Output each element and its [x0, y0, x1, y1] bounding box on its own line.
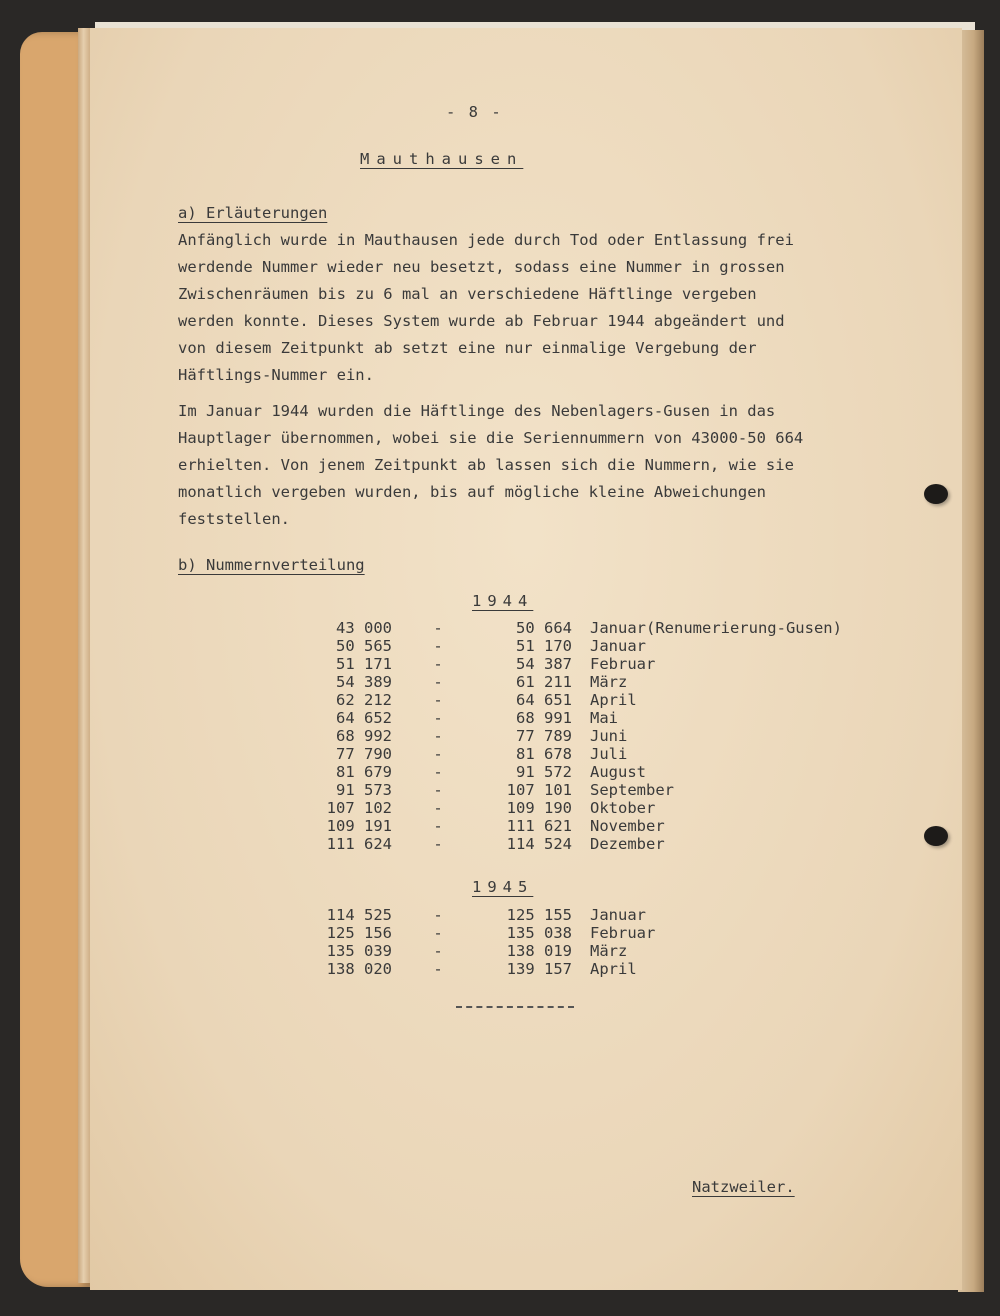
year-heading-1944: 1944 — [472, 592, 534, 610]
range-dash-cell: - — [433, 942, 443, 960]
range-dash-cell: - — [433, 655, 443, 673]
range-dash-cell: - — [433, 691, 443, 709]
page-number: - 8 - — [446, 103, 503, 121]
range-dash-cell: - — [433, 960, 443, 978]
document-page — [90, 28, 962, 1290]
range-end-cell: 91 572 — [516, 763, 572, 781]
table-row — [310, 745, 842, 763]
range-start-cell: 91 573 — [336, 781, 392, 799]
range-dash-cell: - — [433, 781, 443, 799]
range-start-cell: 77 790 — [336, 745, 392, 763]
number-table-body — [310, 906, 655, 978]
section-heading-number-distribution: b) Nummernverteilung — [178, 556, 365, 574]
range-dash-cell: - — [433, 799, 443, 817]
month-cell: Mai — [590, 709, 618, 727]
range-end-cell: 135 038 — [506, 924, 572, 942]
range-end-cell: 107 101 — [506, 781, 572, 799]
number-table-1945 — [310, 906, 655, 978]
table-row — [310, 799, 842, 817]
table-row — [310, 942, 655, 960]
range-start-cell: 54 389 — [336, 673, 392, 691]
range-start-cell: 81 679 — [336, 763, 392, 781]
range-dash-cell: - — [433, 835, 443, 853]
range-dash-cell: - — [433, 817, 443, 835]
page-title: Mauthausen — [360, 150, 524, 168]
range-start-cell: 138 020 — [326, 960, 392, 978]
range-start-cell: 135 039 — [326, 942, 392, 960]
range-start-cell: 50 565 — [336, 637, 392, 655]
month-cell: September — [590, 781, 674, 799]
range-end-cell: 114 524 — [506, 835, 572, 853]
month-cell: Juni — [590, 727, 628, 745]
dashed-divider — [456, 1006, 574, 1008]
paragraph-gusen-transfer: Im Januar 1944 wurden die Häftlinge des Nebenlagers-Gusen in das Hauptlager übernommen, wobei sie die Seriennummern von 43000-50 664 erhielten. Von jenem Zeitpunkt ab lassen sich die Nummern, wie sie monatlich vergeben wurden, bis auf mögliche kleine Abweichungen feststellen. — [178, 402, 804, 528]
table-row — [310, 781, 842, 799]
range-start-cell: 114 525 — [326, 906, 392, 924]
table-row — [310, 637, 842, 655]
paragraph-numbering-system: Anfänglich wurde in Mauthausen jede durch Tod oder Entlassung frei werdende Nummer wieder neu besetzt, sodass eine Nummer in grossen Zwischenräumen bis zu 6 mal an verschiedene Häftlinge vergeben werden konnte. Dieses System wurde ab Februar 1944 abgeändert und von diesem Zeitpunkt ab setzt eine nur einmalige Vergebung der Häftlings-Nummer ein. — [178, 231, 794, 384]
range-dash-cell: - — [433, 619, 443, 637]
range-start-cell: 51 171 — [336, 655, 392, 673]
range-dash-cell: - — [433, 673, 443, 691]
month-cell: April — [590, 960, 637, 978]
range-start-cell: 109 191 — [326, 817, 392, 835]
range-end-cell: 64 651 — [516, 691, 572, 709]
month-cell: Februar — [590, 655, 656, 673]
table-row — [310, 673, 842, 691]
table-row — [310, 763, 842, 781]
month-cell: November — [590, 817, 665, 835]
month-cell: Januar(Renumerierung-Gusen) — [590, 619, 842, 637]
number-table-1944 — [310, 619, 842, 853]
range-end-cell: 139 157 — [506, 960, 572, 978]
month-cell: Juli — [590, 745, 628, 763]
range-end-cell: 125 155 — [506, 906, 572, 924]
range-start-cell: 68 992 — [336, 727, 392, 745]
range-dash-cell: - — [433, 637, 443, 655]
table-row — [310, 906, 655, 924]
punch-hole-lower — [924, 826, 948, 846]
range-end-cell: 51 170 — [516, 637, 572, 655]
month-cell: Januar — [590, 906, 646, 924]
month-cell: März — [590, 673, 628, 691]
table-row — [310, 619, 842, 637]
range-start-cell: 125 156 — [326, 924, 392, 942]
year-heading-1945: 1945 — [472, 878, 534, 896]
range-end-cell: 109 190 — [506, 799, 572, 817]
month-cell: Januar — [590, 637, 646, 655]
punch-hole-upper — [924, 484, 948, 504]
range-end-cell: 81 678 — [516, 745, 572, 763]
range-end-cell: 54 387 — [516, 655, 572, 673]
range-end-cell: 50 664 — [516, 619, 572, 637]
month-cell: August — [590, 763, 646, 781]
month-cell: Dezember — [590, 835, 665, 853]
range-dash-cell: - — [433, 745, 443, 763]
table-row — [310, 960, 655, 978]
range-end-cell: 77 789 — [516, 727, 572, 745]
section-heading-explanations: a) Erläuterungen — [178, 204, 328, 222]
range-end-cell: 138 019 — [506, 942, 572, 960]
month-cell: April — [590, 691, 637, 709]
table-row — [310, 835, 842, 853]
table-row — [310, 924, 655, 942]
range-dash-cell: - — [433, 763, 443, 781]
table-row — [310, 727, 842, 745]
range-dash-cell: - — [433, 924, 443, 942]
table-row — [310, 709, 842, 727]
table-row — [310, 691, 842, 709]
month-cell: Februar — [590, 924, 656, 942]
table-row — [310, 817, 842, 835]
range-end-cell: 68 991 — [516, 709, 572, 727]
range-start-cell: 62 212 — [336, 691, 392, 709]
range-start-cell: 111 624 — [326, 835, 392, 853]
range-start-cell: 64 652 — [336, 709, 392, 727]
month-cell: März — [590, 942, 628, 960]
range-start-cell: 107 102 — [326, 799, 392, 817]
next-page-reference: Natzweiler. — [692, 1178, 795, 1196]
number-table-body — [310, 619, 842, 853]
range-end-cell: 111 621 — [506, 817, 572, 835]
table-row — [310, 655, 842, 673]
range-end-cell: 61 211 — [516, 673, 572, 691]
month-cell: Oktober — [590, 799, 656, 817]
range-start-cell: 43 000 — [336, 619, 392, 637]
range-dash-cell: - — [433, 709, 443, 727]
range-dash-cell: - — [433, 727, 443, 745]
range-dash-cell: - — [433, 906, 443, 924]
